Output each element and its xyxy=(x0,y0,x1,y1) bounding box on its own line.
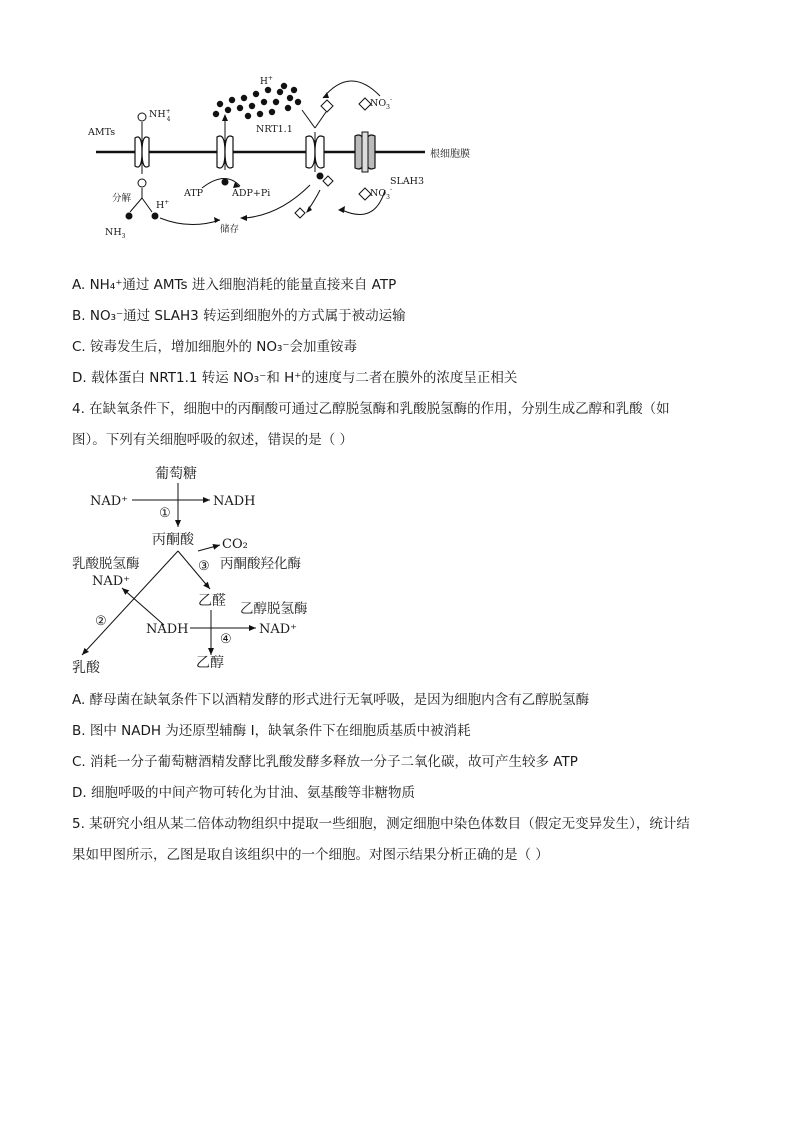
nh4-out-label: NH+ 4 xyxy=(149,108,171,123)
acetaldehyde-label: 乙醛 xyxy=(198,593,226,609)
lactate-label: 乳酸 xyxy=(72,660,100,676)
q5-stem-line2: 果如甲图所示，乙图是取自该组织中的一个细胞。对图示结果分析正确的是（ ） xyxy=(72,847,549,863)
ldh-label: 乳酸脱氢酶 xyxy=(72,556,140,572)
step1-label: ① xyxy=(159,506,171,521)
q4-stem-line1: 4. 在缺氧条件下，细胞中的丙酮酸可通过乙醇脱氢酶和乳酸脱氢酶的作用，分别生成乙醇和乳酸（如 xyxy=(72,401,670,417)
q4-stem-line2: 图）。下列有关细胞呼吸的叙述，错误的是（ ） xyxy=(72,432,354,448)
nh3-dot xyxy=(126,213,133,220)
step4-label: ④ xyxy=(220,632,232,647)
nad-top-label: NAD⁺ xyxy=(90,494,129,509)
q4-option-c: C. 消耗一分子葡萄糖酒精发酵比乳酸发酵多释放一分子二氧化碳，故可产生较多 ATP xyxy=(72,754,578,770)
q5-stem-line1: 5. 某研究小组从某二倍体动物组织中提取一些细胞，测定细胞中染色体数目（假定无变异发生），统计结 xyxy=(72,816,690,832)
no3-out-label: $NO_3^-$ xyxy=(370,96,392,111)
q4-option-a: A. 酵母菌在缺氧条件下以酒精发酵的形式进行无氧呼吸，是因为细胞内含有乙醇脱氢酶 xyxy=(72,692,590,708)
pdc-label: 丙酮酸羟化酶 xyxy=(220,556,301,572)
nh4-out-circle xyxy=(138,113,146,121)
q3-option-a: A. NH₄⁺通过 AMTs 进入细胞消耗的能量直接来自 ATP xyxy=(72,277,397,293)
h-ion-cluster xyxy=(213,83,301,119)
adh-label: 乙醇脱氢酶 xyxy=(240,601,308,617)
slah3-label: SLAH3 xyxy=(390,176,425,187)
co2-label: CO₂ xyxy=(222,537,248,552)
step3-label: ③ xyxy=(198,559,210,574)
h-out-label: H+ xyxy=(260,75,273,87)
nad-right-label: NAD⁺ xyxy=(259,622,298,637)
step2-label: ② xyxy=(95,614,107,629)
atp-label: ATP xyxy=(184,188,204,199)
fenjie-label: 分解 xyxy=(112,193,132,204)
membrane-transport-diagram xyxy=(80,70,520,245)
ethanol-label: 乙醇 xyxy=(196,655,224,671)
nh4-in-circle xyxy=(138,179,146,187)
q4-option-b: B. 图中 NADH 为还原型辅酶 I，缺氧条件下在细胞质基质中被消耗 xyxy=(72,723,471,739)
chucun-label: 储存 xyxy=(220,224,240,235)
q3-option-c: C. 铵毒发生后，增加细胞外的 NO₃⁻会加重铵毒 xyxy=(72,339,358,355)
nadh-mid-label: NADH xyxy=(146,622,189,637)
amts-label: AMTs xyxy=(88,127,116,138)
nad-left-label: NAD⁺ xyxy=(92,574,131,589)
proton-pump xyxy=(217,136,233,170)
adp-label: ADP+Pi xyxy=(232,188,271,199)
q3-option-d: D. 载体蛋白 NRT1.1 转运 NO₃⁻和 H⁺的速度与二者在膜外的浓度呈正相关 xyxy=(72,370,518,386)
membrane-label: 根细胞膜 xyxy=(430,149,470,160)
no3-nrt-diamond xyxy=(321,100,333,112)
pyruvate-label: 丙酮酸 xyxy=(152,532,194,548)
nrt-label: NRT1.1 xyxy=(256,124,293,135)
glucose-label: 葡萄糖 xyxy=(155,466,197,482)
nrt11-transporter xyxy=(306,132,324,172)
h-pump-dot xyxy=(222,179,229,186)
h-in-label: H+ xyxy=(156,199,170,211)
respiration-pathway-diagram xyxy=(70,455,350,680)
nadh-top-label: NADH xyxy=(213,494,256,509)
no3-in-label: $NO_3^-$ xyxy=(370,186,392,201)
q4-option-d: D. 细胞呼吸的中间产物可转化为甘油、氨基酸等非糖物质 xyxy=(72,785,415,801)
h-in-dot xyxy=(152,213,159,220)
nh3-label: $NH_3$ xyxy=(105,227,126,240)
q3-option-b: B. NO₃⁻通过 SLAH3 转运到细胞外的方式属于被动运输 xyxy=(72,308,406,324)
slah3-channel xyxy=(355,132,375,172)
